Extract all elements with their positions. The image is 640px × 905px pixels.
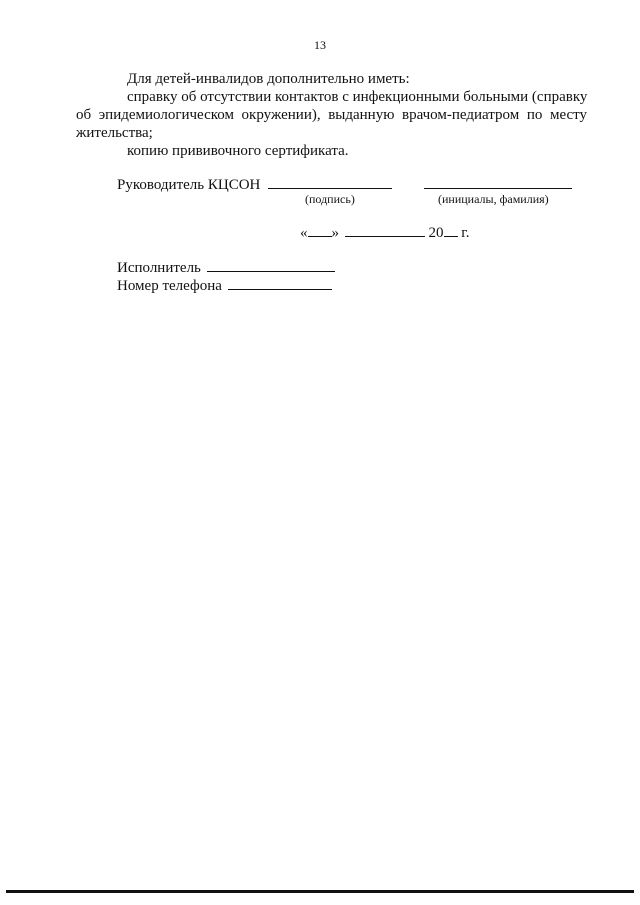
- phone-blank: [228, 275, 332, 290]
- page-number: 13: [314, 38, 326, 52]
- bottom-rule: [6, 890, 634, 893]
- executor-blank: [207, 257, 335, 272]
- day-blank: [308, 222, 332, 237]
- date-open-quote: «: [300, 225, 308, 241]
- body-line-3: об эпидемиологическом окружении), выданную врачом-педиатром по месту: [76, 107, 587, 123]
- date-year-suffix: г.: [461, 225, 470, 241]
- date-close-quote: »: [331, 225, 339, 241]
- year-blank: [444, 222, 458, 237]
- executor-row: [117, 257, 335, 277]
- signature-row: [117, 174, 572, 194]
- body-line-5: копию прививочного сертификата.: [127, 143, 349, 159]
- date-row: [300, 222, 469, 242]
- signature-blank: [268, 174, 392, 189]
- body-line-1: Для детей-инвалидов дополнительно иметь:: [127, 71, 410, 87]
- phone-row: [117, 275, 332, 295]
- name-blank: [424, 174, 572, 189]
- body-line-2: справку об отсутствии контактов с инфекционными больными (справку: [127, 89, 588, 105]
- head-label: Руководитель КЦСОН: [117, 177, 261, 193]
- month-blank: [345, 222, 425, 237]
- date-year-prefix: 20: [428, 225, 444, 241]
- body-line-4: жительства;: [76, 125, 153, 141]
- phone-label: Номер телефона: [117, 278, 222, 294]
- name-caption: (инициалы, фамилия): [438, 192, 549, 206]
- executor-label: Исполнитель: [117, 260, 201, 276]
- signature-caption: (подпись): [305, 192, 355, 206]
